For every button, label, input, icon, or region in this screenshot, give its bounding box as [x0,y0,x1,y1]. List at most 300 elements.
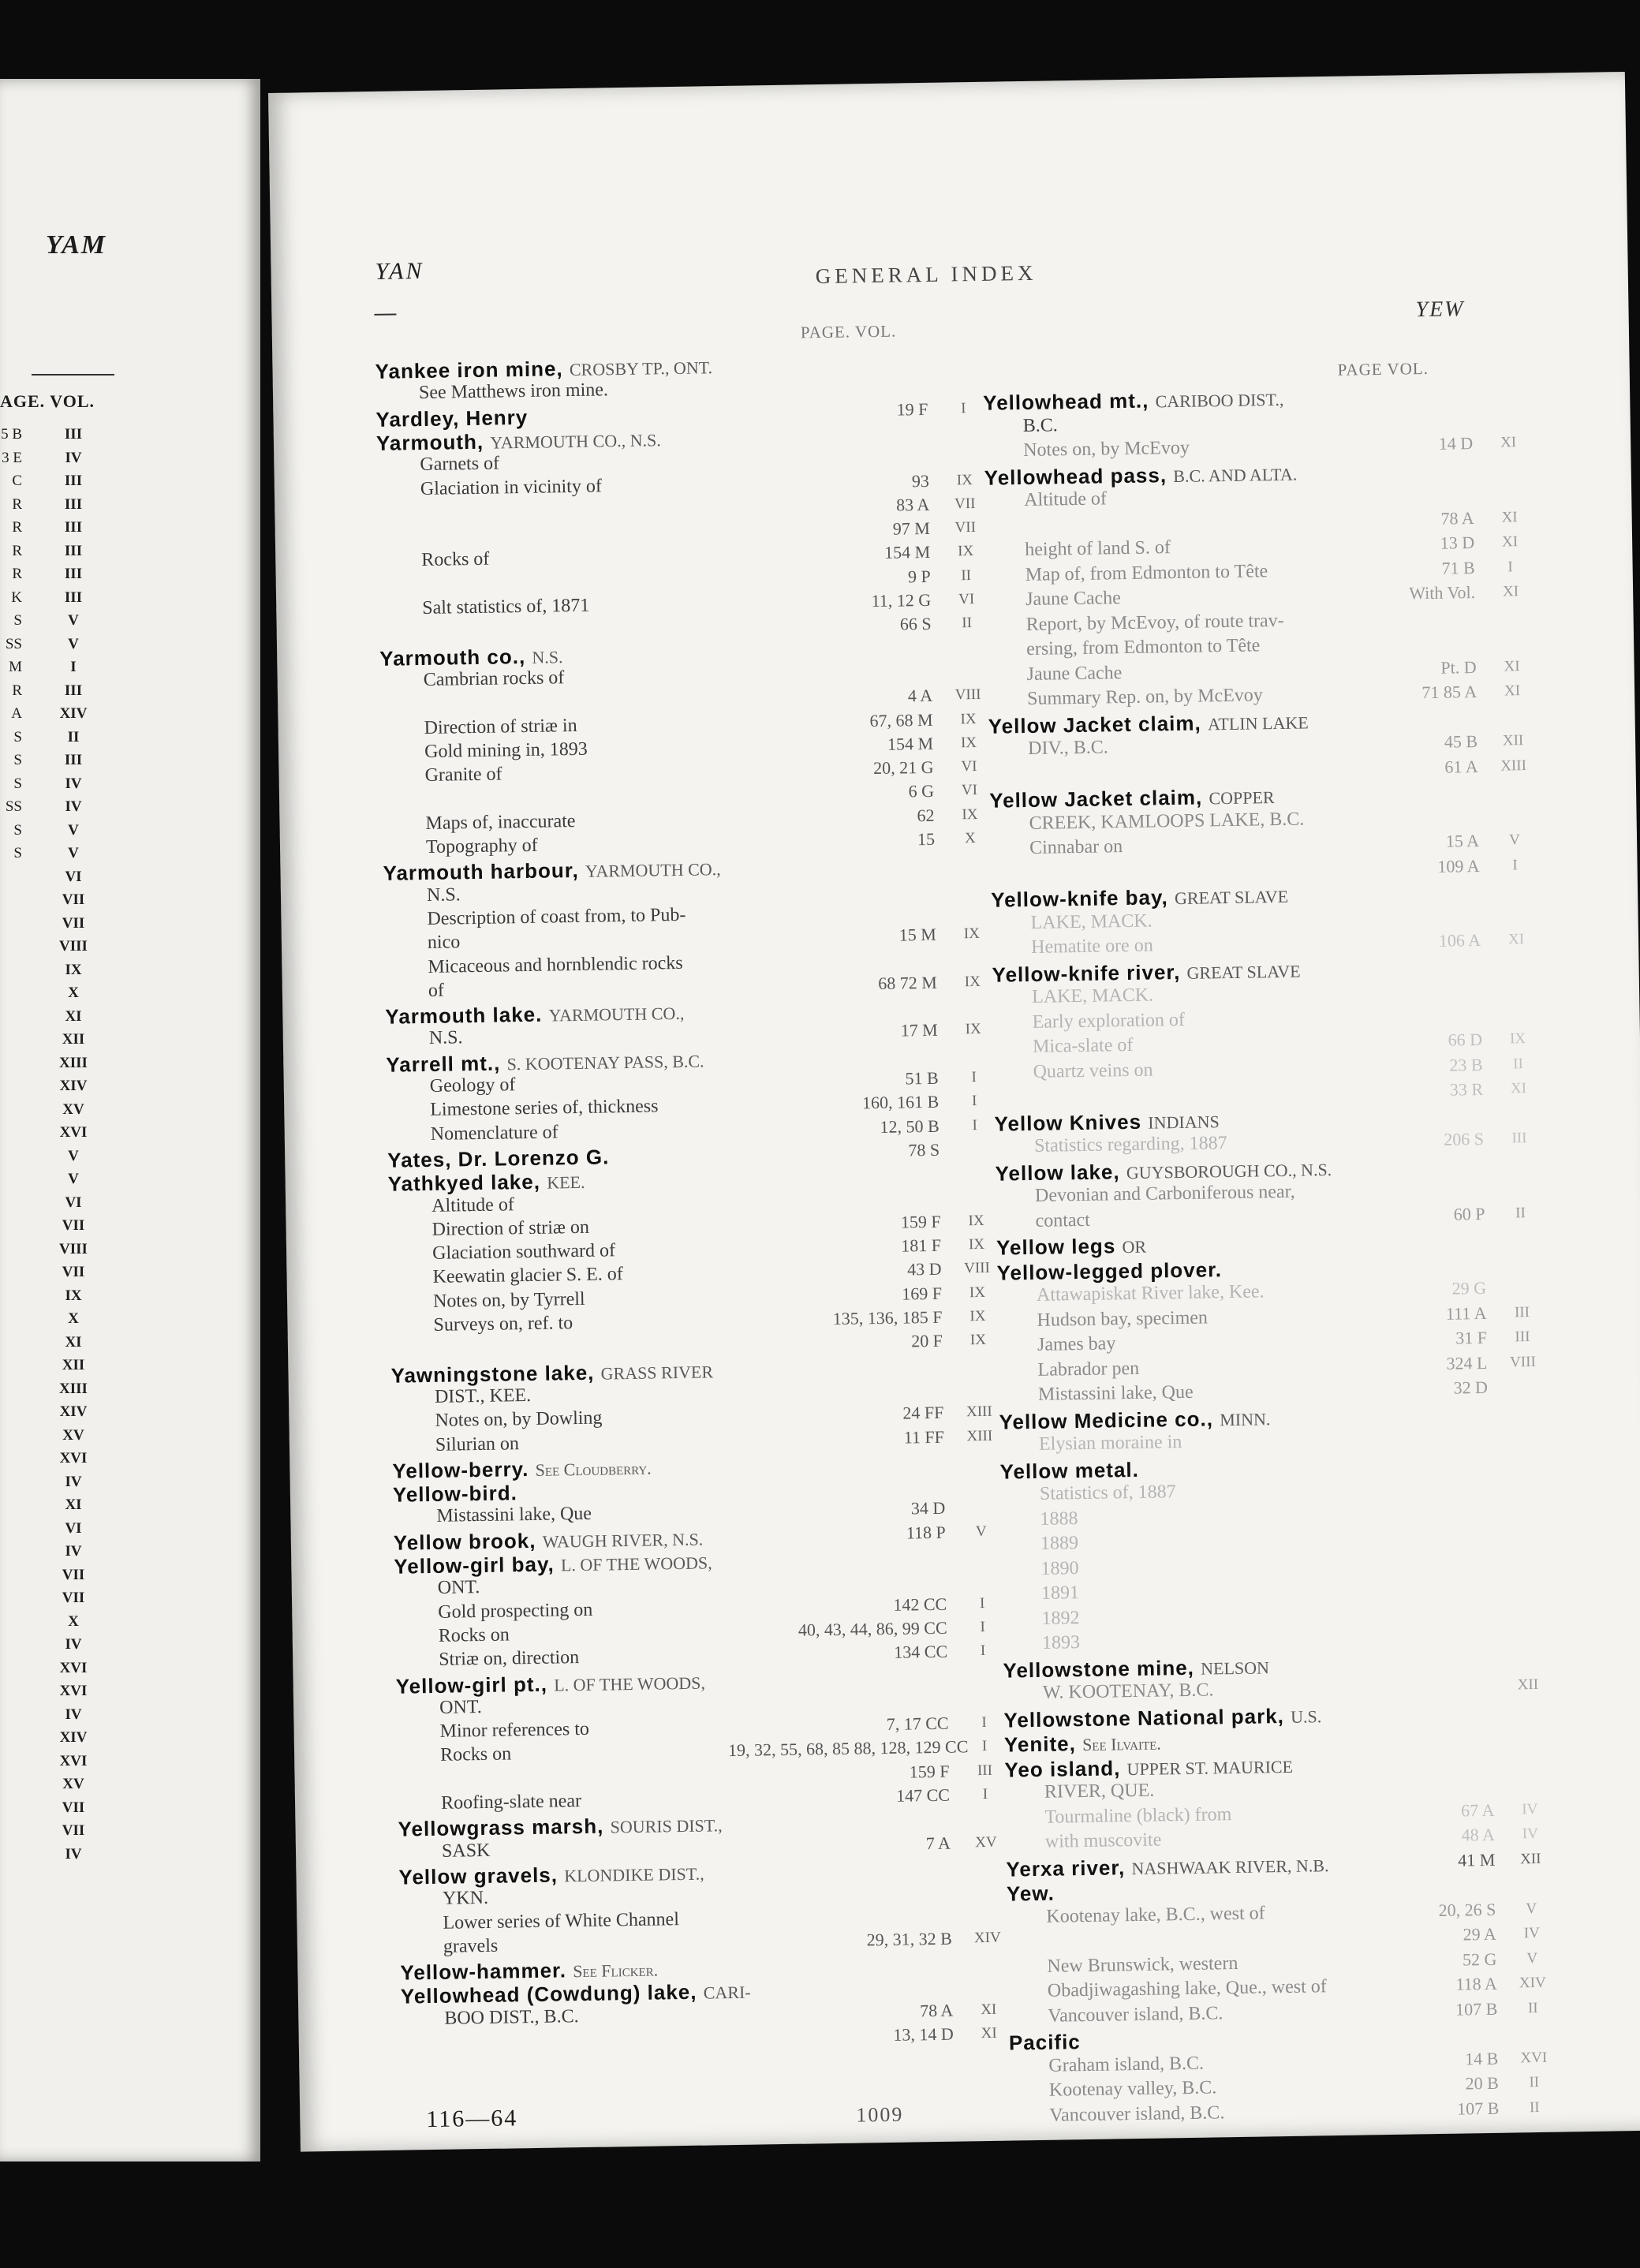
entry-page: 52 G [1462,1949,1497,1970]
entry-volume: V [1509,831,1521,849]
entry-page: 41 M [1458,1849,1496,1870]
entry-text [1048,2053,1204,2076]
previous-page-row [0,1846,110,1866]
entry-text [1009,2030,1081,2055]
entry-volume: IX [962,805,978,823]
entry-text [1037,1307,1208,1331]
entry-volume [931,352,994,353]
entry-text [1040,1558,1078,1580]
entry-volume: II [1513,1055,1524,1072]
entry-volume [1482,806,1545,807]
entry-volume [1495,1577,1558,1578]
entry-page: 206 S [1444,1128,1485,1149]
entry-location: YARMOUTH CO., N.S. [490,430,661,453]
entry-term: Summary Rep. on, by McEvoy [1026,685,1263,709]
entry-volume [1492,1378,1555,1379]
entry-page: 51 B [905,1067,939,1089]
entry-location: N.S. [532,646,563,667]
previous-page-row-vol: IV [65,1636,82,1653]
entry-volume: XVI [1520,2049,1548,2066]
entry-term: Yerxa river, [1006,1855,1126,1881]
previous-page-row [0,1729,110,1750]
entry-term: DIV., B.C. [1027,737,1108,759]
entry-text [1027,685,1263,710]
previous-page-row [0,659,110,679]
previous-page-row [0,962,110,982]
previous-page-row-vol: VIII [59,1240,88,1257]
entry-term: CREEK, KAMLOOPS LAKE, B.C. [1029,808,1305,834]
entry-page [706,351,927,354]
entry-page: 111 A [1445,1302,1487,1324]
entry-term: Yellow-knife bay, [990,885,1168,912]
entry-volume: II [1527,1999,1538,2016]
entry-location: B.C. AND ALTA. [1173,464,1298,486]
entry-page: 97 M [892,517,930,539]
previous-page-row-vol: VI [65,1519,82,1537]
previous-page-row [0,985,110,1005]
entry-term: 1888 [1040,1508,1078,1530]
previous-page-row-page: 5 B [1,426,22,443]
entry-page: Pt. D [1440,656,1477,678]
entry-page [1298,383,1472,386]
previous-page-row-vol: XI [65,1007,82,1025]
entry-text [999,1457,1139,1484]
entry-term: Statistics regarding, 1887 [1033,1133,1227,1156]
entry-page: 20 B [1465,2072,1500,2094]
entry-volume: XI [1502,583,1519,600]
entry-term: Elysian moraine in [1038,1432,1182,1455]
entry-text [1025,610,1283,635]
entry-volume: IX [968,1212,984,1230]
entry-text [1026,635,1261,660]
entry-term: with muscovite [1044,1829,1162,1852]
previous-page-row-vol: XVI [59,1683,88,1699]
entry-term: Micaceous and hornblendic rocks [428,952,683,977]
entry-page: 11 FF [903,1426,945,1448]
entry-page: 324 L [1446,1352,1488,1373]
entry-page: 159 F [909,1761,950,1782]
entry-text [1026,663,1122,686]
previous-page-row [0,1520,110,1541]
entry-volume: I [961,399,966,417]
entry-term: Yathkyed lake, [387,1169,541,1196]
previous-page-row [0,496,110,517]
entry-term: Yellowstone National park, [1003,1703,1285,1732]
entry-page: 29 A [1463,1923,1497,1945]
entry-term: Jaune Cache [1026,662,1123,685]
entry-term: Granite of [424,764,502,787]
previous-page-row-page: SS [5,635,22,652]
previous-page-rule [32,374,114,376]
entry-location: YARMOUTH CO., [585,859,721,882]
previous-page-row [0,1613,110,1634]
entry-volume: XI [1500,434,1517,451]
entry-text [1003,1654,1269,1683]
previous-page-row-vol: XIV [59,1078,88,1094]
entry-volume: XI [981,2024,997,2042]
entry-term: New Brunswick, western [1047,1952,1238,1977]
entry-page: 78 A [919,2000,954,2021]
entry-term: 1891 [1040,1582,1080,1604]
previous-page-row [0,775,110,796]
entry-page: 31 F [1455,1327,1488,1348]
entry-text [430,1074,516,1097]
entry-page: 43 D [906,1259,942,1280]
entry-text [1035,1182,1295,1207]
previous-page-row-vol: III [64,566,83,582]
entry-page: 71 B [1441,557,1475,578]
entry-term: Yellowhead (Cowdung) lake, [400,1980,697,2009]
previous-page-row-vol: III [64,682,83,699]
entry-volume: II [962,615,973,632]
entry-term: Mica-slate of [1032,1034,1134,1057]
previous-page-row-vol: IV [65,1706,82,1723]
previous-page-row-vol: XV [62,1100,84,1118]
previous-page-row-page: S [13,821,22,839]
entry-location: UPPER ST. MAURICE [1126,1756,1294,1779]
entry-term: Glaciation in vicinity of [420,475,603,499]
entry-text [1040,1533,1078,1555]
entry-text [433,1289,585,1313]
entry-volume: VI [961,782,978,799]
previous-page-row [0,1124,110,1145]
entry-volume [1489,1229,1552,1230]
entry-volume: VI [958,591,975,608]
previous-page-row-vol: XIII [59,1054,88,1071]
previous-page-row [0,519,110,540]
entry-text [430,1097,659,1122]
entry-page: 7, 17 CC [886,1713,949,1735]
previous-page-row-vol: XIV [59,1729,88,1746]
entry-volume: I [980,1642,986,1660]
previous-page-row-vol: IV [65,775,82,792]
entry-term: Statistics of, 1887 [1039,1481,1176,1504]
previous-page-row-vol: VII [62,1264,85,1280]
entry-volume: I [980,1618,985,1635]
entry-term: Yankee iron mine, [375,357,563,383]
entry-text [1040,1481,1176,1505]
entry-term: Striæ on, direction [439,1647,580,1671]
previous-page-row-page: R [12,542,22,559]
previous-page-row [0,682,110,703]
entry-term: Labrador pen [1037,1358,1140,1381]
entry-term: Attawapiskat River lake, Kee. [1036,1281,1265,1306]
previous-page-row-vol: III [64,473,83,489]
index-page [268,72,1640,2152]
entry-text [421,549,489,571]
entry-volume: IX [968,1236,985,1254]
entry-page: 147 CC [895,1784,951,1806]
entry-volume: I [1507,558,1513,575]
previous-page-row-vol: XV [62,1426,84,1444]
entry-text [438,1577,480,1599]
previous-page-row [0,1241,110,1261]
entry-text [442,1840,491,1862]
entry-page: 45 B [1444,731,1478,752]
entry-volume [1490,1279,1553,1280]
entry-term: Rocks on [438,1624,510,1646]
previous-page-row-vol: V [68,821,79,839]
entry-volume: II [1529,2074,1540,2091]
entry-page: 154 M [887,733,934,754]
entry-location: S. KOOTENAY PASS, B.C. [506,1051,704,1074]
entry-volume [1489,1179,1552,1180]
entry-volume: IV [1523,1924,1541,1942]
entry-text [1041,1582,1079,1605]
entry-page: 66 D [1448,1029,1483,1050]
previous-page-row [0,1636,110,1657]
entry-page: 32 D [1453,1377,1489,1398]
entry-location: L. OF THE WOODS, [560,1552,712,1575]
entry-volume [1488,1154,1551,1155]
page-title: GENERAL INDEX [815,260,1037,289]
entry-text [1037,1358,1139,1381]
previous-page-row-vol: V [68,612,79,629]
entry-location: CROSBY TP., ONT. [569,357,713,380]
entry-text [428,980,444,1001]
entry-page: 20 F [911,1331,943,1351]
entry-location: WAUGH RIVER, N.S. [542,1529,704,1552]
entry-text [994,1108,1220,1136]
entry-page: 15 A [1445,831,1480,851]
previous-page-row-vol: XIII [59,1380,88,1397]
previous-page-row-vol: V [68,845,79,861]
previous-page-row [0,1357,110,1377]
entry-page: 19 F [896,398,928,420]
entry-text [427,905,686,930]
entry-volume: IX [956,471,973,488]
entry-text [393,1481,517,1507]
entry-term: Yellow-knife river, [992,959,1181,987]
entry-term: Report, by McEvoy, of route trav- [1025,610,1284,635]
previous-page-row [0,752,110,772]
entry-page: 11, 12 G [871,589,932,611]
entry-text [440,1744,511,1766]
entry-term: Notes on, by McEvoy [1023,437,1190,461]
entry-text [432,1240,615,1265]
entry-term: Description of coast from, to Pub- [427,904,686,929]
entry-volume [1492,1428,1556,1429]
entry-volume: XIII [966,1403,992,1421]
entry-volume: I [979,1594,985,1612]
previous-page-row-vol: IV [65,1845,82,1863]
entry-location: SOURIS DIST., [610,1815,723,1837]
entry-term: Rocks on [439,1743,512,1766]
previous-page-row [0,1567,110,1587]
previous-page-row [0,1194,110,1215]
entry-volume: XI [1501,508,1518,526]
entry-page: 118 A [1455,1973,1498,1994]
previous-page-row-vol: XI [65,1496,82,1513]
entry-text [1037,1281,1265,1306]
entry-volume: I [971,1093,977,1110]
entry-term: DIST., KEE. [434,1384,532,1407]
entry-term: Maps of, inaccurate [425,810,576,834]
entry-term: Yellow gravels, [398,1863,558,1889]
entry-term: LAKE, MACK. [1030,910,1152,933]
previous-page-row-page: S [13,752,22,768]
entry-text [1031,936,1153,958]
entry-term: Direction of striæ in [424,715,577,738]
running-head-right: YEW [1415,297,1465,323]
entry-location: NELSON [1200,1657,1270,1679]
entry-location: OR [1122,1236,1147,1257]
entry-volume [1496,1651,1559,1652]
previous-page-row [0,1683,110,1703]
entry-page: 106 A [1438,929,1481,951]
entry-term: Yellow-berry. [392,1456,529,1483]
entry-volume: XIV [973,1929,1001,1947]
previous-page-row-vol: XIV [59,705,88,722]
entry-text [420,454,499,476]
entry-volume: IX [1509,1030,1526,1048]
previous-page-row-vol: I [70,659,77,675]
entry-text [435,1385,532,1408]
entry-text [1023,415,1058,437]
entry-term: N.S. [426,884,461,906]
entry-text [1047,1952,1238,1977]
entry-text [443,1888,488,1910]
entry-term: Graham island, B.C. [1048,2053,1205,2076]
previous-page-row-vol: III [64,542,83,559]
entry-volume: XI [1507,931,1525,948]
entry-volume: XIV [1519,1974,1546,1992]
entry-term: Gold prospecting on [438,1599,593,1623]
entry-text [1039,1432,1182,1455]
entry-term: Jaune Cache [1025,588,1122,610]
entry-page: 12, 50 B [880,1115,940,1137]
entry-text [432,1265,623,1289]
previous-page-row [0,729,110,749]
entry-term: W. KOOTENAY, B.C. [1042,1680,1214,1703]
entry-term: Pacific [1008,2030,1081,2055]
previous-page-row [0,1660,110,1680]
previous-page-row [0,1287,110,1308]
entry-page: 66 S [899,614,932,634]
entry-location: GRASS RIVER [600,1361,714,1384]
previous-page-row-page: R [12,682,22,699]
entry-volume: XIII [1500,757,1527,775]
entry-text [1034,1133,1227,1157]
entry-term: ONT. [437,1577,480,1599]
entry-page: 23 B [1449,1054,1483,1075]
previous-page-row [0,566,110,586]
entry-text [1042,1632,1080,1654]
entry-term: Hematite ore on [1030,935,1153,958]
entry-volume: IX [965,1021,981,1038]
entry-volume: III [1515,1328,1530,1346]
previous-page-row [0,1496,110,1517]
previous-page-row-page: S [13,612,22,629]
entry-term: Minor references to [439,1718,590,1742]
entry-term: Yeo island, [1004,1755,1121,1782]
entry-page: 109 A [1437,855,1480,876]
entry-volume: XI [1501,533,1519,551]
entry-page: 24 FF [902,1402,944,1423]
entry-page: 71 85 A [1421,682,1477,703]
entry-volume: XI [981,2001,997,2018]
entry-text [428,932,461,955]
entry-text [425,811,575,835]
entry-volume: I [981,1714,987,1732]
previous-page [0,79,260,2162]
previous-page-row [0,1427,110,1448]
entry-term: Yellow-girl pt., [395,1672,548,1698]
entry-term: Salt statistics of, 1871 [422,595,590,619]
entry-text [1033,1059,1152,1082]
entry-volume: XIII [966,1427,993,1444]
previous-page-row [0,798,110,819]
entry-page: With Vol. [1409,582,1476,603]
previous-page-row [0,1055,110,1075]
entry-term: Vancouver island, B.C. [1048,2002,1223,2027]
previous-page-row [0,612,110,633]
entry-text [379,644,563,671]
entry-volume: VII [954,519,977,536]
entry-term: Lower series of White Channel [443,1908,680,1934]
entry-volume: II [1529,2098,1540,2116]
previous-page-row [0,938,110,958]
entry-text [1032,985,1153,1008]
previous-page-row [0,1078,110,1098]
previous-page-row-vol: III [64,426,83,443]
entry-location: See Ilvaite. [1082,1733,1161,1755]
entry-page: 107 B [1455,1998,1498,2020]
previous-page-row [0,1822,110,1843]
entry-volume [1477,458,1540,459]
previous-page-row-page: S [13,728,22,745]
entry-term: Hudson bay, specimen [1037,1306,1209,1331]
entry-term: height of land S. of [1025,537,1171,561]
entry-text [1043,1680,1214,1703]
previous-page-row-vol: XV [62,1776,84,1792]
entry-text [1049,2102,1224,2126]
entry-page: 4 A [907,686,933,706]
entry-volume [1498,1776,1561,1777]
entry-page: 17 M [900,1020,938,1041]
entry-volume: VII [954,495,976,513]
entry-text [996,1234,1146,1261]
entry-location: CARI- [703,1982,751,2004]
entry-volume [1476,384,1539,385]
entry-text [1048,2003,1223,2027]
entry-page: 13, 14 D [893,2023,954,2045]
previous-page-row-vol: XVI [59,1124,88,1141]
entry-page: 7 A [925,1833,951,1853]
previous-page-row [0,1148,110,1168]
entry-location: L. OF THE WOODS, [554,1672,706,1695]
entry-page: 181 F [901,1235,942,1256]
entry-location: See Cloudberry. [535,1458,652,1480]
entry-text [439,1647,579,1671]
entry-page: 67 A [1460,1799,1495,1821]
entry-volume [1496,1701,1560,1702]
entry-text [1025,537,1171,561]
entry-volume [1502,2023,1565,2024]
entry-volume: VIII [963,1260,991,1277]
entry-page: 61 A [1444,756,1478,777]
entry-text [439,1624,510,1646]
previous-page-row [0,1776,110,1796]
entry-text [1032,1009,1185,1033]
entry-page: 13 D [1440,532,1475,553]
entry-page: 20, 26 S [1438,1899,1496,1920]
entry-term: Yellow-legged plover. [996,1257,1223,1285]
entry-page: 154 M [884,542,931,563]
entry-text [1029,836,1123,859]
entry-term: LAKE, MACK. [1031,985,1154,1007]
previous-page-row [0,1474,110,1494]
